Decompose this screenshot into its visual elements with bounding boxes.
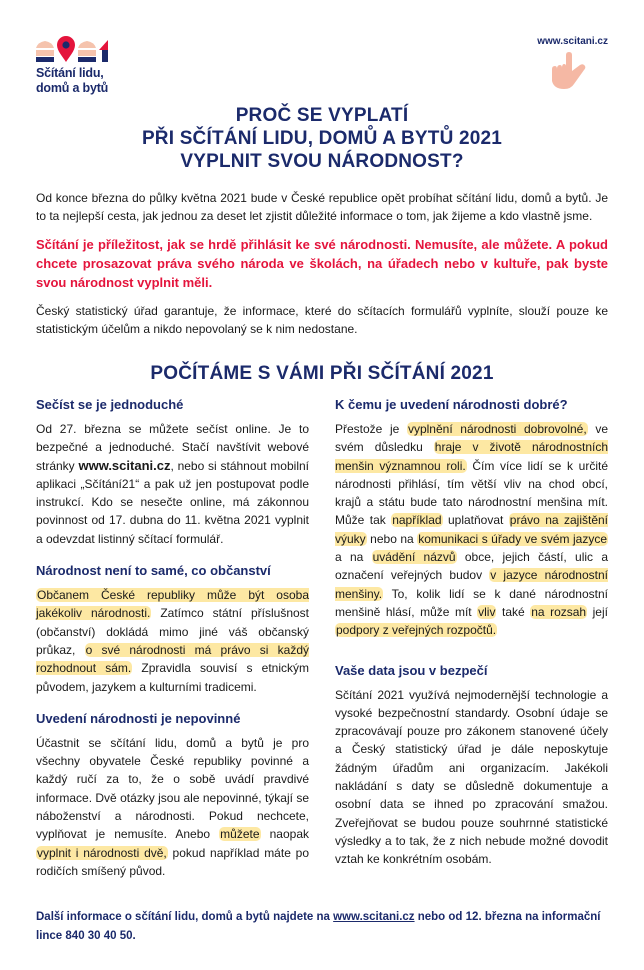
highlight: komunikaci s úřady ve svém jazyce [418, 531, 607, 546]
left-column [36, 396, 309, 894]
text: uplatňovat [442, 513, 509, 528]
heading-why-nationality: K čemu je uvedení národnosti dobré? [335, 397, 568, 412]
logo-line2: domů a bytů [36, 81, 109, 95]
text: ve svém důsledku [335, 422, 608, 455]
heading-nationality-not-citizenship: Národnost není to samé, co občanství [36, 563, 271, 579]
highlight: uvádění názvů [372, 550, 456, 565]
right-column [335, 396, 608, 883]
text: Čím více lidí se k určité národnosti přihlásí, tím větší vliv na chod obcí, krajů a státu bude tato národnostní menšina mít. Může tak [335, 458, 608, 528]
footer-info [36, 908, 608, 946]
logo-2021-graphic [36, 36, 114, 62]
highlight: například [392, 513, 442, 528]
header-website-link[interactable]: www.scitani.cz [537, 36, 608, 47]
highlight: o své národnosti má právo si každý rozhodnout sám. [36, 642, 310, 676]
text: Účastnit se sčítání lidu, domů a bytů je pro všechny obyvatele České republiky povinné a každý ručí za to, že o sobě uvádí pravdivé informace. Dvě otázky jsou ale nepovinné, týkají se náboženství a národnosti. Pokud nechcete, vyplňovat je nemusíte. Anebo [36, 735, 309, 842]
section-title: POČÍTÁME S VÁMI PŘI SČÍTÁNÍ 2021 [150, 363, 494, 384]
title-line2: PŘI SČÍTÁNÍ LIDU, DOMŮ A BYTŮ 2021 [141, 128, 503, 149]
highlight: právo na zajištění výuky [335, 513, 608, 546]
intro-paragraph: Od konce března do půlky května 2021 bude v České republice opět probíhat sčítání lidu, domů a bytů. Je to ta nejlepší cesta, jak jednou za deset let zjistit důležité informace o tom, jak žijeme a kdo vlastně jsme. [36, 191, 608, 223]
highlight: vyplnění národnosti dobrovolné, [407, 422, 587, 436]
highlight: podpory z veřejných rozpočtů. [336, 623, 497, 638]
highlight: Občanem České republiky může být osoba jakékoliv národnosti. [36, 588, 309, 621]
heading-optional-nationality: Uvedení národnosti je nepovinné [36, 710, 241, 726]
highlight: na rozsah [531, 604, 587, 619]
heading-data-safe: Vaše data jsou v bezpečí [335, 662, 488, 678]
paragraph-data-safe: Sčítání 2021 využívá nejmodernější technologie a vysoké bezpečnostní standardy. Osobní údaje se zpracovávají pouze pro zákonem stanovené účely a Český statistický úřad je dále neposkytuje žádným úřadům ani organizacím. Jakékoli nakládání s daty se důsledně dokumentuje a osobní data se ihned po zpracování smažou. Zveřejňovat se budou pouze souhrnné statistické výsledky a to tak, že z nich nebude možné dovodit vztah ke konkrétním osobám. [335, 687, 608, 867]
highlight: hraje v životě národnostních menšin významnou roli. [335, 440, 609, 473]
intro-guarantee: Český statistický úřad garantuje, že informace, které do sčítacích formulářů vyplníte, slouží pouze ke statistickým účelům a nikdo nepovolaný se k nim nedostane. [36, 304, 608, 336]
text: obce, jejich částí, ulic a označení veřejných budov [335, 550, 608, 583]
paragraph-why [335, 420, 608, 640]
highlight: můžete [220, 827, 260, 842]
text: Další informace o sčítání lidu, domů a bytů najdete na [36, 911, 334, 924]
title-line3: VYPLNIT SVOU NÁRODNOST? [180, 151, 464, 172]
page-title [36, 104, 608, 173]
paragraph-easy-census [36, 420, 309, 548]
paragraph-nationality [36, 586, 309, 696]
text: pokud například máte po rodičích smíšený původ. [36, 845, 309, 878]
footer-website-link[interactable]: www.scitani.cz [333, 911, 415, 924]
text: nebo na [366, 531, 418, 546]
header-row [36, 36, 608, 98]
text: a na [335, 550, 372, 565]
header-right [537, 36, 608, 93]
text: naopak [260, 827, 309, 842]
paragraph-optional [36, 734, 309, 880]
pointing-hand-icon [548, 51, 590, 93]
text: Od 27. března se můžete sečíst online. Je to bezpečné a jednoduché. Stačí navštívit webové stránky [36, 422, 309, 473]
two-columns [36, 396, 608, 894]
title-line1: PROČ SE VYPLATÍ [235, 105, 409, 126]
text: také [496, 604, 531, 619]
highlight: v jazyce národnostní menšiny. [335, 568, 608, 601]
highlight: vyplnit i národnosti dvě, [37, 845, 167, 860]
text: To, kolik lidí se k dané národnostní menšině hlásí, může mít [335, 586, 608, 619]
text: Přestože je [335, 422, 407, 436]
text: , nebo si stáhnout mobilní aplikaci „Sčítání21“ a pak už jen postupovat podle instrukcí. Kdo se nesečte online, má zákonnou povinnost od 17. dubna do 11. května 2021 vyplnit a odevzdat listinný sčítací formulář. [36, 458, 309, 546]
intro-highlight-red: Sčítání je příležitost, jak se hrdě přihlásit ke své národnosti. Nemusíte, ale můžete. A pokud chcete prosazovat práva svého národa ve školách, na úřadech nebo v kultuře, pak byste svou národnost vyplnit měli. [36, 237, 608, 290]
heading-easy-census: Sečíst se je jednoduché [36, 397, 184, 412]
highlight: vliv [478, 604, 496, 619]
logo-line1: Sčítání lidu, [36, 66, 104, 80]
census-logo [36, 36, 146, 96]
text: Zatímco státní příslušnost (občanství) dokládá mimo jiné váš občanský průkaz, [36, 606, 310, 657]
text: její [587, 604, 608, 619]
text: Zpravidla souvisí s etnickým původem, jazykem a kulturními tradicemi. [36, 661, 309, 694]
text: nebo od 12. března na informační lince 840 30 40 50. [36, 911, 601, 943]
website-link[interactable]: www.scitani.cz [78, 457, 171, 473]
